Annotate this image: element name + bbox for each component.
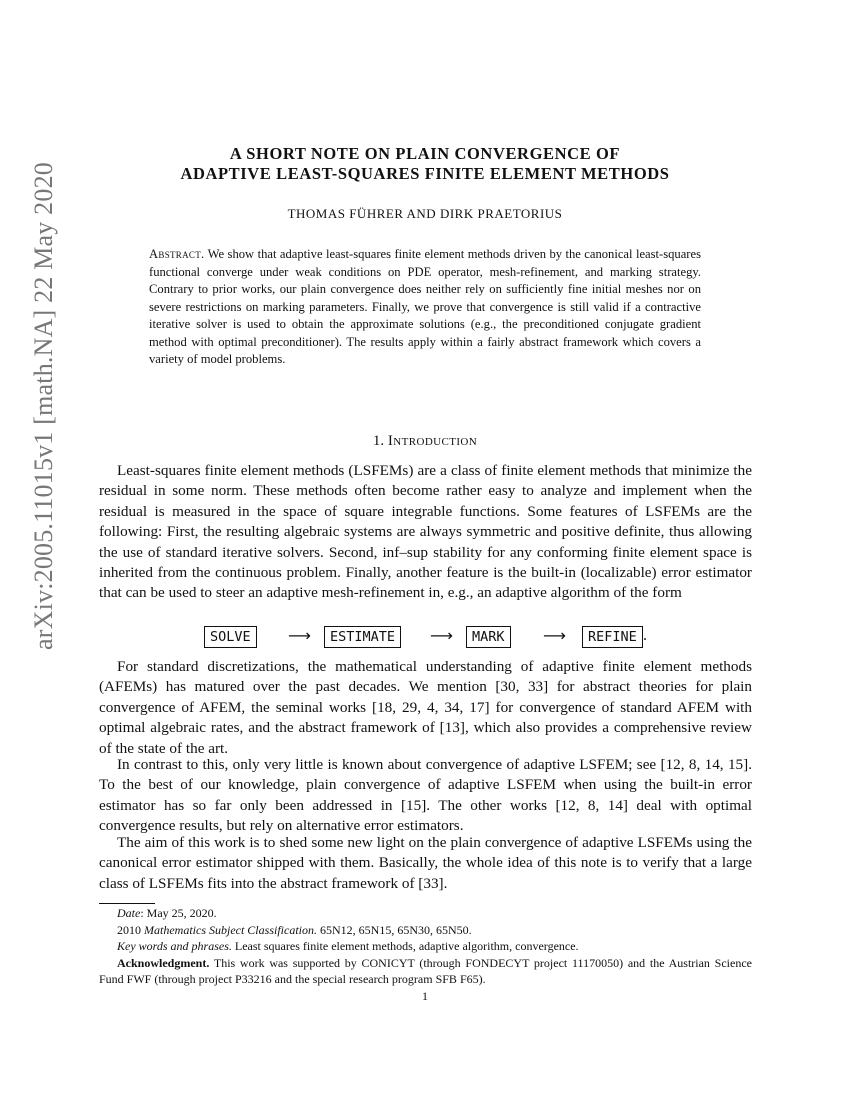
footnote-ack-label: Acknowledgment. — [117, 955, 210, 970]
footnote-msc-year: 2010 — [117, 922, 141, 937]
footnote-msc — [99, 922, 752, 939]
algo-step-estimate: ESTIMATE — [324, 626, 401, 648]
page-number: 1 — [422, 989, 428, 1003]
section-title-text: Introduction — [387, 433, 478, 449]
footnotes — [99, 905, 752, 988]
abstract — [149, 246, 701, 369]
footnote-date-label: Date — [117, 906, 141, 920]
arxiv-identifier-stamp: arXiv:2005.11015v1 [math.NA] 22 May 2020 — [29, 162, 58, 650]
adaptive-algorithm-loop — [200, 625, 660, 649]
paper-title — [100, 144, 750, 184]
footnote-msc-label: Mathematics Subject Classification. — [144, 922, 317, 937]
algo-step-solve: SOLVE — [204, 626, 257, 648]
intro-paragraph-4-block — [99, 833, 752, 894]
authors: THOMAS FÜHRER AND DIRK PRAETORIUS — [287, 206, 563, 221]
algo-arrow-icon: ⟶ — [288, 626, 311, 645]
intro-paragraph-1-block — [99, 461, 752, 604]
intro-paragraph-2: For standard discretizations, the mathematical understanding of adaptive finite element methods (AFEMs) has matured over the past decades. We mention [30, 33] for abstract theories for plain convergence of AFEM, the seminal works [18, 29, 4, 34, 17] for convergence of standard AFEM with optimal algebraic rates, and the abstract framework of [13], which also provides a comprehensive review of the state of the art. — [99, 658, 752, 757]
algo-arrow-icon: ⟶ — [430, 626, 453, 645]
intro-paragraph-3-block — [99, 755, 752, 837]
algo-step-refine: REFINE — [582, 626, 643, 648]
abstract-heading: Abstract. — [149, 247, 205, 261]
footnote-keywords-label: Key words and phrases. — [117, 939, 232, 953]
algo-arrow-icon: ⟶ — [543, 626, 566, 645]
intro-paragraph-4: The aim of this work is to shed some new light on the plain convergence of adaptive LSFEMs using the canonical error estimator shipped with them. Basically, the whole idea of this note is to verify that a large class of LSFEMs fits into the abstract framework of [33]. — [99, 834, 752, 892]
algo-end-period: . — [643, 627, 647, 644]
footnote-keywords — [99, 938, 752, 955]
footnote-date-value: : May 25, 2020. — [140, 906, 217, 920]
footnote-acknowledgment — [99, 955, 752, 988]
footnote-ack-value: This work was supported by CONICYT (through FONDECYT project 11170050) and the Austrian Science Fund FWF (through project P33216 and the special research program SFB F65). — [99, 955, 752, 986]
algo-step-mark: MARK — [466, 626, 511, 648]
footnote-divider — [99, 903, 155, 904]
intro-paragraph-1: Least-squares finite element methods (LSFEMs) are a class of finite element methods that minimize the residual in some norm. These methods often become rather easy to analyze and implement when the residual is measured in the space of square integrable functions. Some features of LSFEMs are the following: First, the resulting algebraic systems are always symmetric and positive definite, thus allowing the use of standard iterative solvers. Second, inf–sup stability for any conforming finite element space is inherited from the continuous problem. Finally, another feature is the built-in (localizable) error estimator that can be used to steer an adaptive mesh-refinement in, e.g., an adaptive algorithm of the form — [99, 462, 752, 602]
abstract-text: We show that adaptive least-squares finite element methods driven by the canonical least-squares functional converge under weak conditions on PDE operator, mesh-refinement, and marking strategy. Contrary to prior works, our plain convergence does neither rely on sufficiently fine initial meshes nor on severe restrictions on marking parameters. Finally, we prove that convergence is still valid if a contractive iterative solver is used to obtain the approximate solutions (e.g., the preconditioned conjugate gradient method with optimal preconditioner). The results apply within a fairly abstract framework which covers a variety of model problems. — [149, 247, 701, 366]
title-line-1: A SHORT NOTE ON PLAIN CONVERGENCE OF — [229, 144, 621, 163]
footnote-date — [99, 905, 752, 922]
title-line-2: ADAPTIVE LEAST-SQUARES FINITE ELEMENT METHODS — [180, 164, 670, 183]
intro-paragraph-3: In contrast to this, only very little is known about convergence of adaptive LSFEM; see [12, 8, 14, 15]. To the best of our knowledge, plain convergence of adaptive LSFEM when using the built-in error estimator has so far only been addressed in [15]. The other works [12, 8, 14] deal with optimal convergence results, but rely on alternative error estimators. — [99, 756, 752, 835]
footnote-msc-value: 65N12, 65N15, 65N30, 65N50. — [319, 922, 472, 937]
intro-paragraph-2-block — [99, 657, 752, 759]
footnote-keywords-value: Least squares finite element methods, adaptive algorithm, convergence. — [234, 939, 579, 953]
section-heading — [100, 433, 750, 450]
section-number: 1. — [372, 433, 385, 449]
